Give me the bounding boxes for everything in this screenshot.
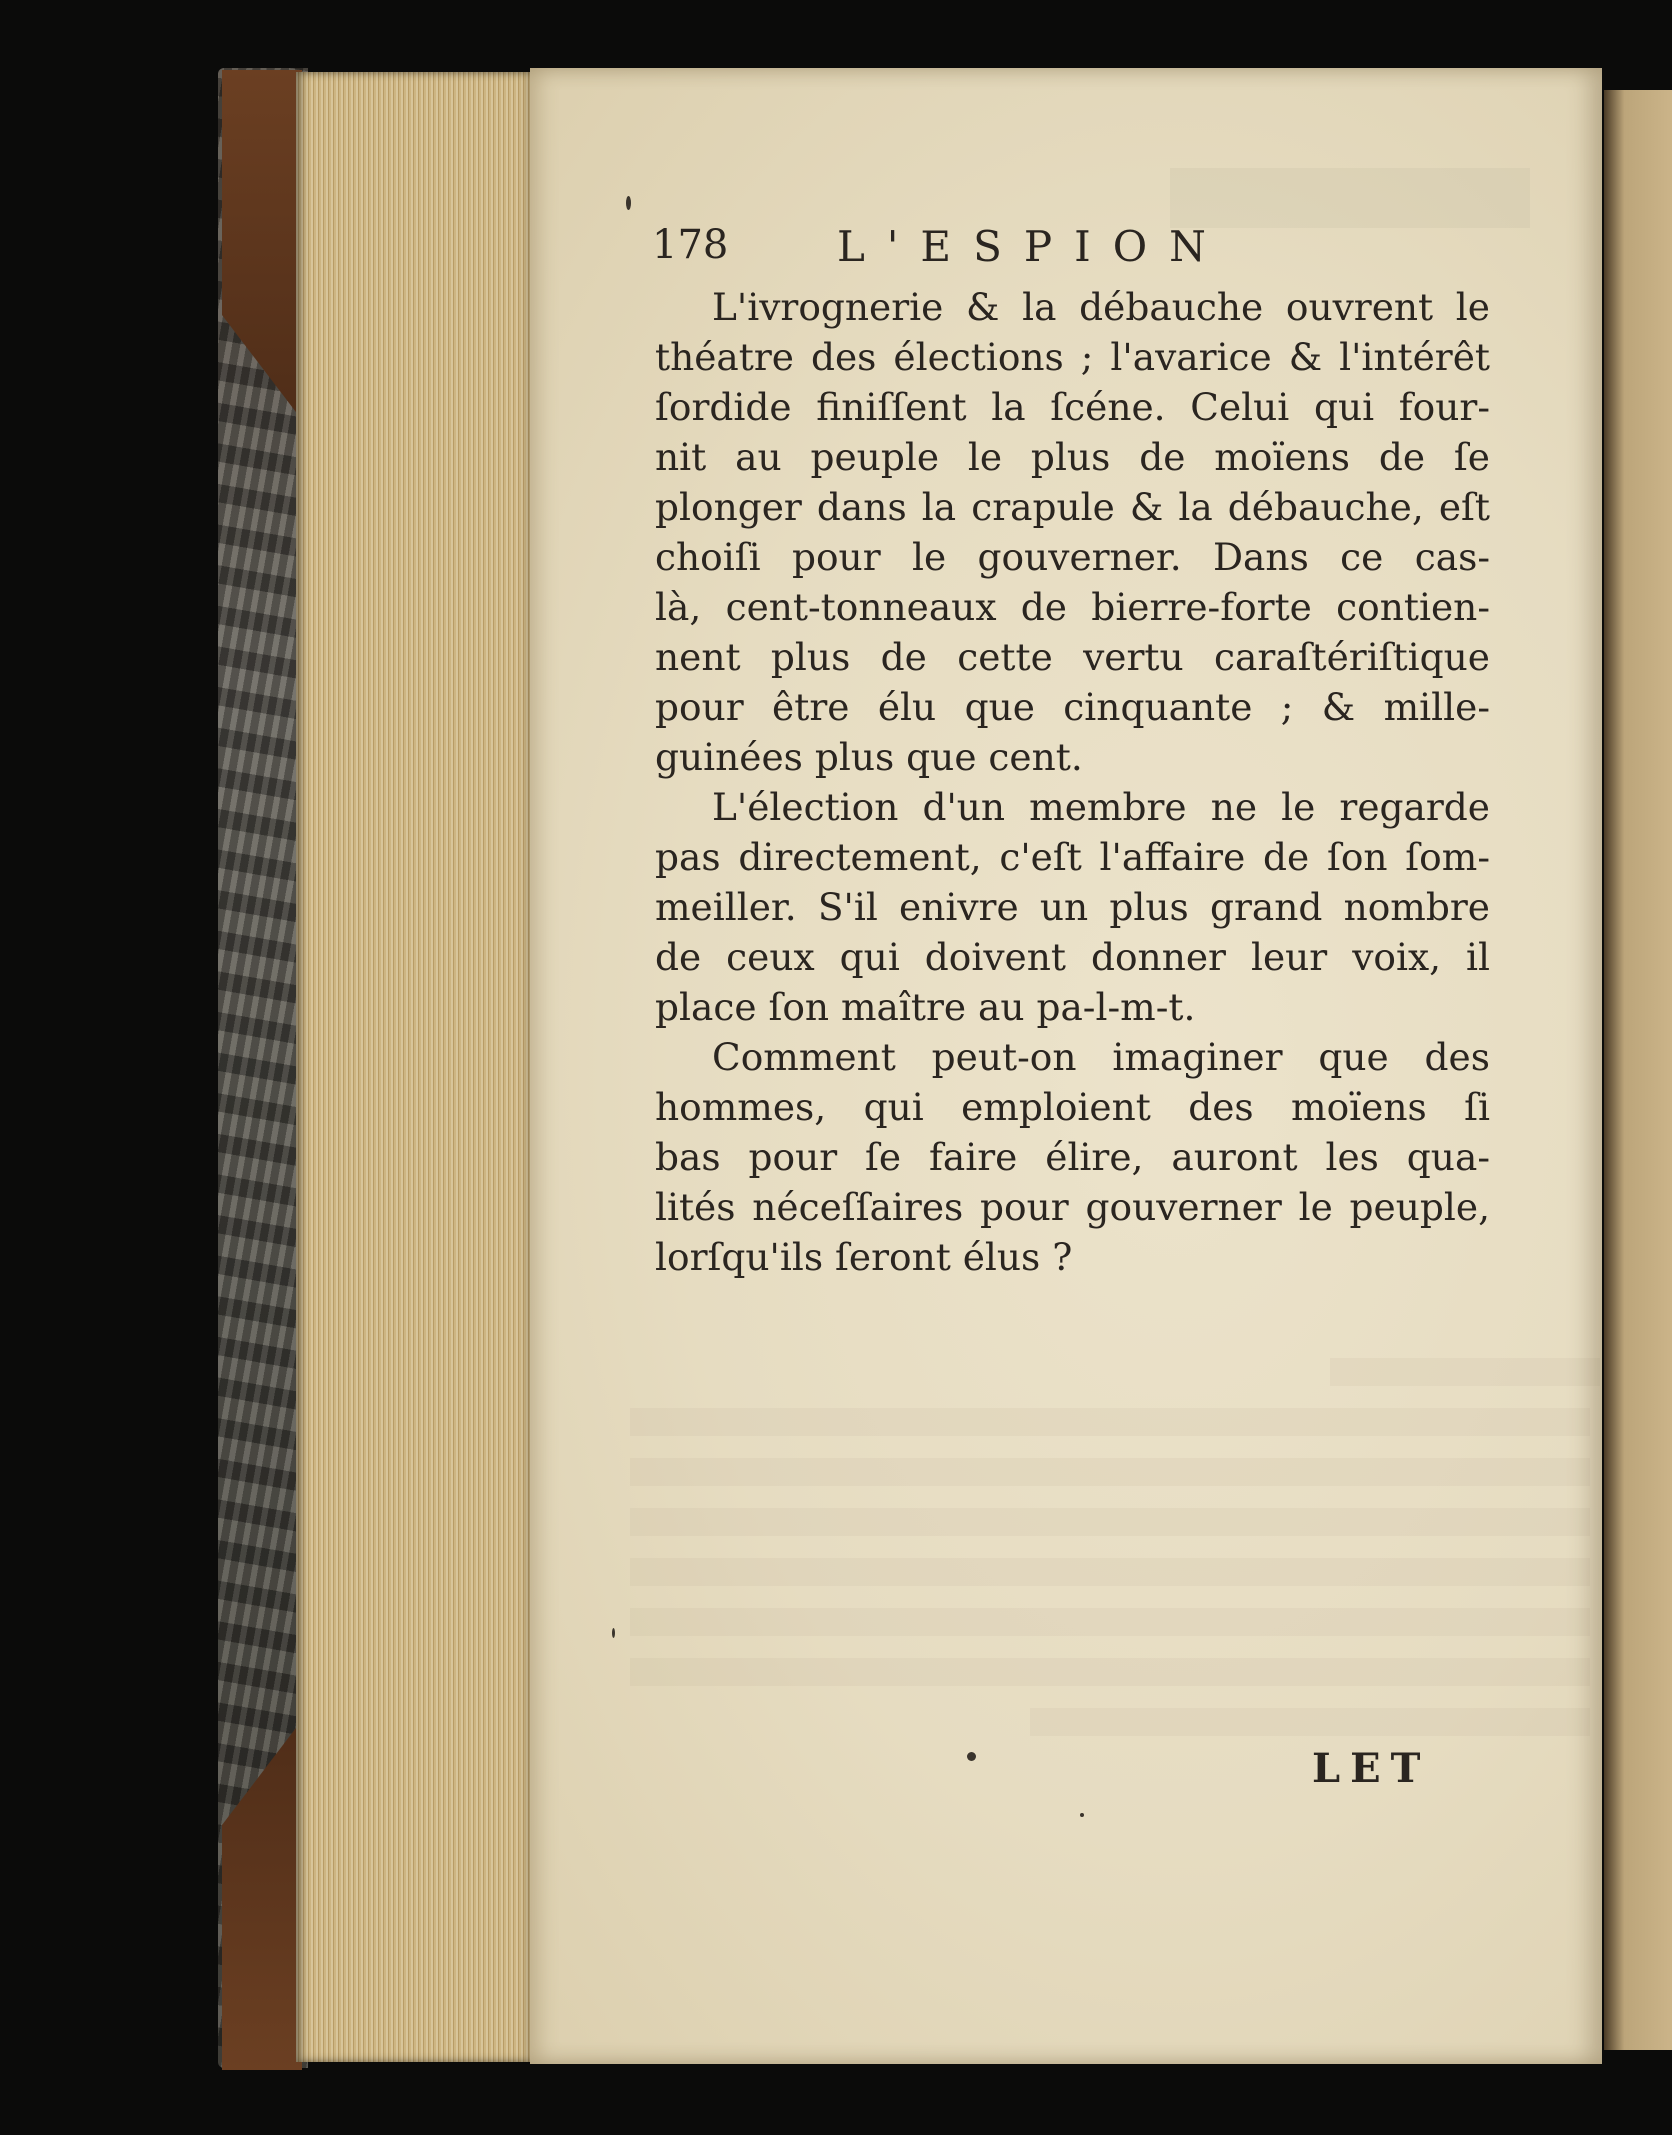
page-block-edges [296, 72, 534, 2062]
show-through-line [630, 1658, 1590, 1686]
text-line: nent plus de cette vertu caraſtériſtique [655, 635, 1490, 679]
body-text [655, 282, 1490, 1282]
text-line: guinées plus que cent. [655, 735, 1083, 779]
show-through-header [1170, 168, 1530, 228]
text-line: de ceux qui doivent donner leur voix, il [655, 935, 1490, 979]
text-line: lités néceſſaires pour gouverner le peuple, [655, 1185, 1490, 1229]
text-line: L'ivrognerie & la débauche ouvrent le [712, 285, 1490, 329]
show-through-line [630, 1508, 1590, 1536]
text-line: choiſi pour le gouverner. Dans ce cas- [655, 535, 1490, 579]
show-through-line [630, 1558, 1590, 1586]
text-line: meiller. S'il enivre un plus grand nombre [655, 885, 1490, 929]
running-head: L'ESPION [837, 222, 1228, 271]
ink-speck [967, 1752, 976, 1761]
text-line: Comment peut-on imaginer que des [712, 1035, 1490, 1079]
catchword: LET [1312, 1745, 1431, 1792]
show-through-line [1030, 1708, 1590, 1736]
ink-speck [1080, 1813, 1084, 1817]
facing-page-edge [1604, 90, 1672, 2050]
text-line: plonger dans la crapule & la débauche, eſt [655, 485, 1490, 529]
text-line: théatre des élections ; l'avarice & l'intérêt [655, 335, 1490, 379]
text-line: pour être élu que cinquante ; & mille- [655, 685, 1490, 729]
text-line: lorſqu'ils ſeront élus ? [655, 1235, 1073, 1279]
text-line: bas pour ſe faire élire, auront les qua- [655, 1135, 1490, 1179]
show-through-line [630, 1608, 1590, 1636]
text-line: place ſon maître au pa-l-m-t. [655, 985, 1196, 1029]
text-line: là, cent-tonneaux de bierre-forte contien- [655, 585, 1490, 629]
page-number: 178 [652, 222, 729, 268]
text-line: pas directement, c'eſt l'affaire de ſon ſom- [655, 835, 1490, 879]
page-header [652, 222, 1252, 282]
show-through-line [630, 1408, 1590, 1436]
paragraph-2 [655, 782, 1490, 1032]
ink-speck [612, 1628, 615, 1638]
text-line: hommes, qui emploient des moïens ſi [655, 1085, 1490, 1129]
paragraph-1 [655, 282, 1490, 782]
paragraph-3 [655, 1032, 1490, 1282]
show-through-line [630, 1458, 1590, 1486]
show-through-line [1330, 1358, 1600, 1386]
text-line: ſordide finiſſent la ſcéne. Celui qui four- [655, 385, 1490, 429]
text-line: L'élection d'un membre ne le regarde [712, 785, 1490, 829]
text-line: nit au peuple le plus de moïens de ſe [655, 435, 1490, 479]
ink-speck [626, 196, 631, 210]
